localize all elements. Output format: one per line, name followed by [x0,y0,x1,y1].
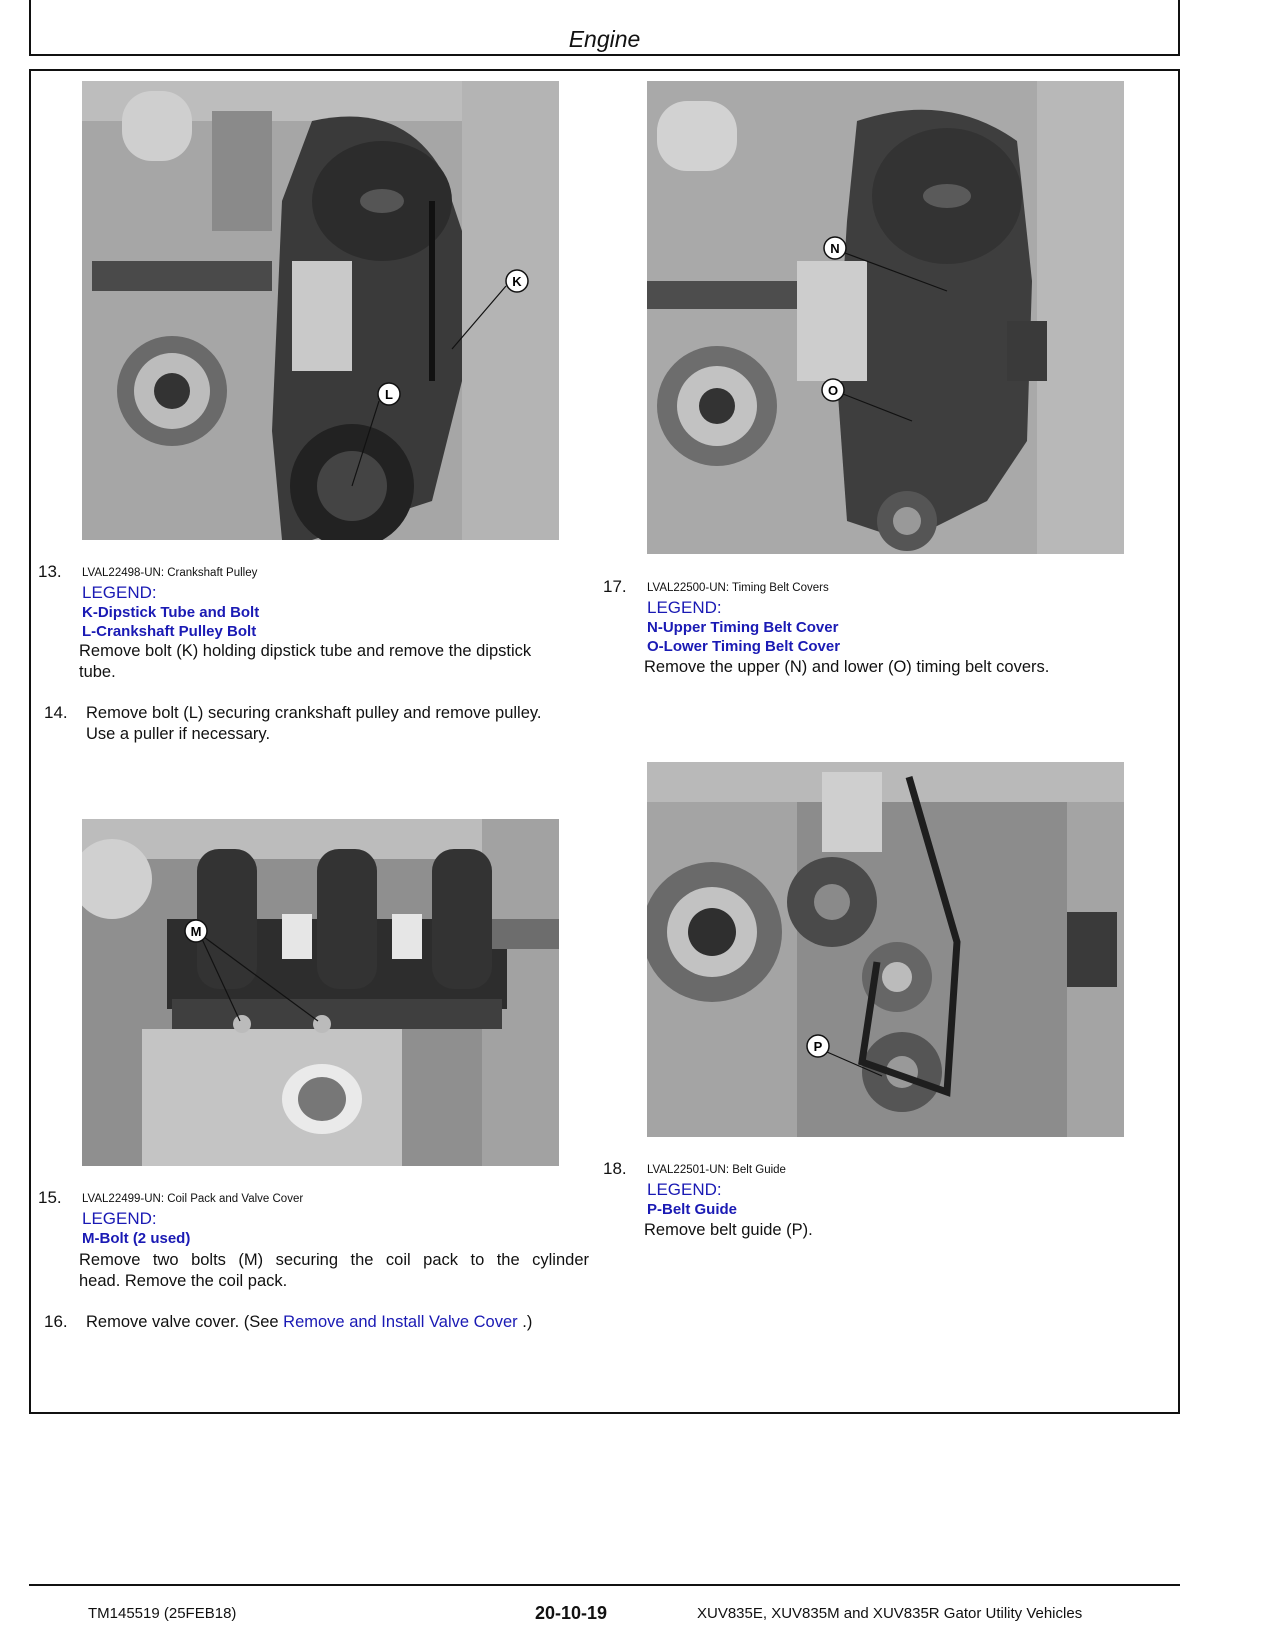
callout-o: O [827,383,839,398]
timing-belt-covers-photo [647,81,1124,554]
footer-doc-id: TM145519 (25FEB18) [88,1605,237,1622]
footer-page-number: 20-10-19 [535,1603,608,1623]
step-18-text: Remove belt guide (P). [644,1221,813,1239]
step-17-number: 17. [603,577,627,596]
step-15-legend-m: M-Bolt (2 used) [82,1230,191,1247]
step-18-legend-p: P-Belt Guide [647,1201,738,1218]
step-15-text-line1: Remove two bolts (M) securing the coil pack to the cylinder [79,1251,589,1269]
step-16-text [86,1312,532,1333]
callout-p: P [813,1039,823,1054]
step-18-legend-title: LEGEND: [647,1180,722,1199]
step-18-number: 18. [603,1159,627,1178]
step-17-legend-o: O-Lower Timing Belt Cover [647,638,841,655]
step-13-text-line2: tube. [79,663,116,681]
footer-rule [29,1584,1180,1586]
step-13-legend-title: LEGEND: [82,583,157,602]
footer-vehicles: XUV835E, XUV835M and XUV835R Gator Utility Vehicles [697,1605,1083,1622]
step-18-caption: LVAL22501-UN: Belt Guide [647,1164,786,1176]
page-title: Engine [568,26,641,52]
valve-cover-link[interactable]: Remove and Install Valve Cover [283,1313,518,1331]
callout-n: N [830,241,840,256]
belt-guide-photo [647,762,1124,1137]
step-16-text-after: .) [517,1313,533,1331]
page-header [29,0,1180,56]
step-15-number: 15. [38,1188,62,1207]
crankshaft-pulley-photo [82,81,559,540]
callout-m: M [190,924,202,939]
callout-l: L [385,387,393,402]
step-13-legend-k: K-Dipstick Tube and Bolt [82,604,260,621]
step-16-text-before: Remove valve cover. (See [86,1313,284,1331]
step-17-text: Remove the upper (N) and lower (O) timing belt covers. [644,658,1050,676]
step-13-number: 13. [38,562,62,581]
step-13-text-line1: Remove bolt (K) holding dipstick tube and remove the dipstick [79,642,532,660]
step-14-text-line2: Use a puller if necessary. [86,725,271,743]
step-15-legend-title: LEGEND: [82,1209,157,1228]
step-13-caption: LVAL22498-UN: Crankshaft Pulley [82,567,258,579]
step-16-number: 16. [44,1312,68,1331]
step-13-legend-l: L-Crankshaft Pulley Bolt [82,623,257,640]
step-15-text-line2: head. Remove the coil pack. [79,1272,288,1290]
step-17-legend-title: LEGEND: [647,598,722,617]
step-17-caption: LVAL22500-UN: Timing Belt Covers [647,582,829,594]
callout-k: K [512,274,522,289]
step-15-caption: LVAL22499-UN: Coil Pack and Valve Cover [82,1193,304,1205]
step-17-legend-n: N-Upper Timing Belt Cover [647,619,839,636]
step-14-number: 14. [44,703,68,722]
coil-pack-photo [82,819,559,1166]
step-14-text-line1: Remove bolt (L) securing crankshaft pulley and remove pulley. [86,704,542,722]
